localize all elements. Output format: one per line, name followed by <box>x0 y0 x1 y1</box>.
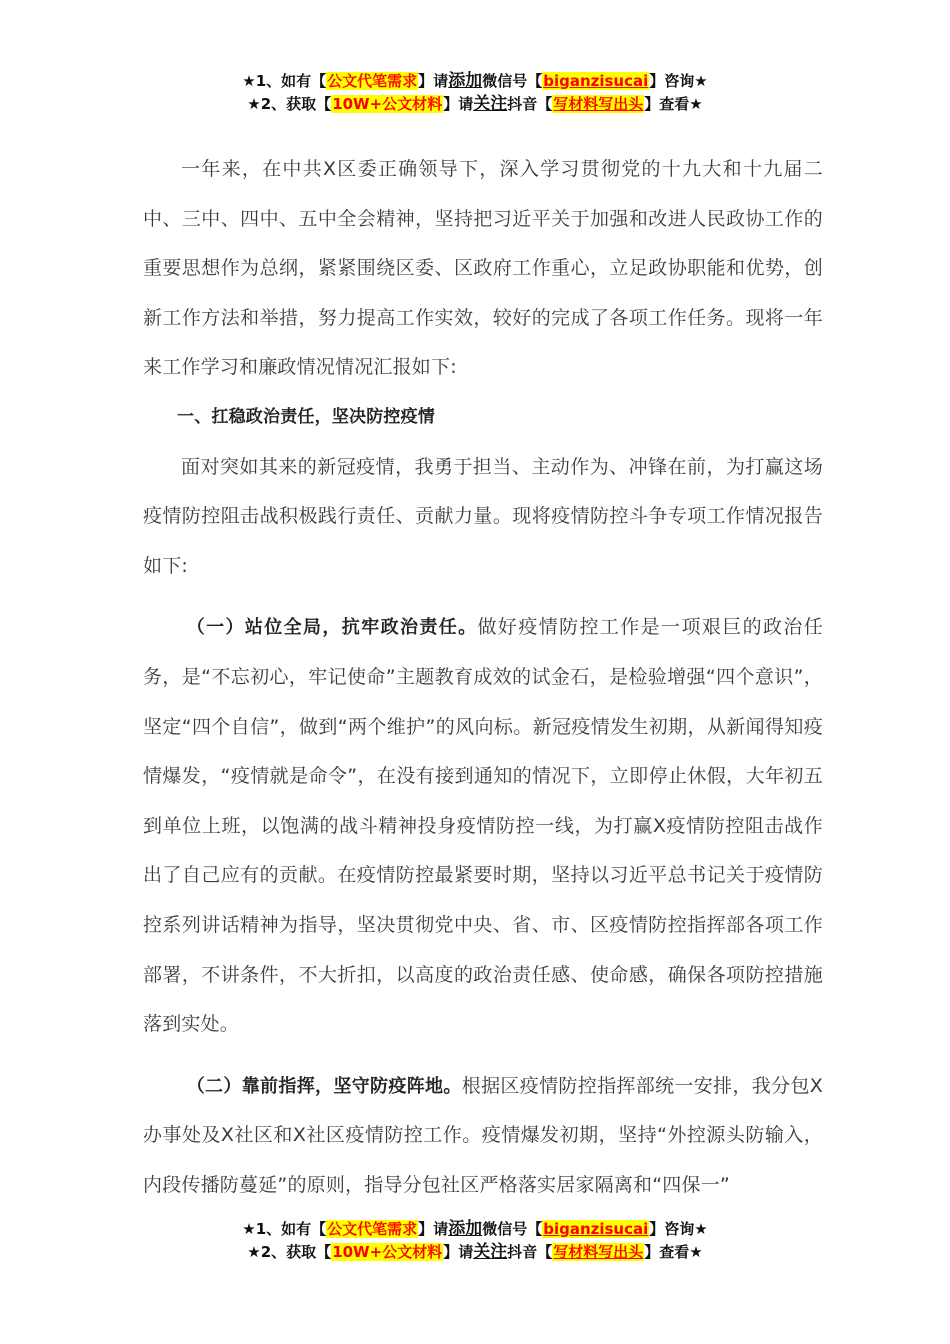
promo-highlight: 公文代笔需求 <box>327 72 418 90</box>
promo-text: 抖音【 <box>507 1243 553 1261</box>
promo-text: ★2、获取【 <box>247 1243 332 1261</box>
promo-text: 微信号【 <box>482 72 543 90</box>
paragraph-subsection-1 <box>143 603 823 1049</box>
promo-douyin-id: 写材料写出头 <box>553 95 644 113</box>
promo-highlight: 10W+公文材料 <box>332 95 443 113</box>
promo-banner-top <box>0 70 950 116</box>
subsection-text: 根据区疫情防控指挥部统一安排，我分包X办事处及X社区和X社区疫情防控工作。疫情爆发初期，坚持“外控源头防输入，内段传播防蔓延”的原则，指导分包社区严格落实居家隔离和“四保一” <box>143 1074 823 1196</box>
promo-emphasis: 关注 <box>473 94 508 114</box>
promo-text: 】请 <box>418 1220 449 1238</box>
promo-text: ★1、如有【 <box>242 1220 327 1238</box>
subsection-text: 做好疫情防控工作是一项艰巨的政治任务，是“不忘初心，牢记使命”主题教育成效的试金石，是检验增强“四个意识”，坚定“四个自信”，做到“两个维护”的风向标。新冠疫情发生初期，从新闻得知疫情爆发，“疫情就是命令”，在没有接到通知的情况下，立即停止休假，大年初五到单位上班，以饱满的战斗精神投身疫情防控一线，为打赢X疫情防控阻击战作出了自己应有的贡献。在疫情防控最紧要时期，坚持以习近平总书记关于疫情防控系列讲话精神为指导，坚决贯彻党中央、省、市、区疫情防控指挥部各项工作部署，不讲条件，不大折扣，以高度的政治责任感、使命感，确保各项防控措施落到实处。 <box>143 616 823 1036</box>
promo-text: 】咨询★ <box>649 72 708 90</box>
promo-text: ★2、获取【 <box>247 95 332 113</box>
promo-text: 】请 <box>443 95 474 113</box>
subsection-lead: （二）靠前指挥，坚守防疫阵地。 <box>186 1075 462 1097</box>
promo-emphasis: 添加 <box>448 71 483 91</box>
promo-line-1 <box>0 1218 950 1241</box>
section-heading: 一、扛稳政治责任，坚决防控疫情 <box>177 406 435 427</box>
document-body <box>143 145 823 1210</box>
promo-text: 抖音【 <box>507 95 553 113</box>
promo-text: ★1、如有【 <box>242 72 327 90</box>
promo-emphasis: 添加 <box>448 1219 483 1239</box>
promo-text: 】查看★ <box>644 1243 703 1261</box>
promo-text: 】请 <box>443 1243 474 1261</box>
promo-text: 】请 <box>418 72 449 90</box>
promo-wechat-id: biganzisucai <box>543 72 649 90</box>
promo-emphasis: 关注 <box>473 1242 508 1262</box>
promo-highlight: 公文代笔需求 <box>327 1220 418 1238</box>
promo-text: 】咨询★ <box>649 1220 708 1238</box>
promo-line-1 <box>0 70 950 93</box>
paragraph-subsection-2 <box>143 1062 823 1211</box>
promo-banner-bottom <box>0 1218 950 1264</box>
paragraph-section-intro: 面对突如其来的新冠疫情，我勇于担当、主动作为、冲锋在前，为打赢这场疫情防控阻击战积极践行责任、贡献力量。现将疫情防控斗争专项工作情况报告如下: <box>143 455 823 577</box>
promo-douyin-id: 写材料写出头 <box>553 1243 644 1261</box>
promo-line-2 <box>0 93 950 116</box>
paragraph-intro: 一年来，在中共X区委正确领导下，深入学习贯彻党的十九大和十九届二中、三中、四中、五中全会精神，坚持把习近平关于加强和改进人民政协工作的重要思想作为总纲，紧紧围绕区委、区政府工作重心，立足政协职能和优势，创新工作方法和举措，努力提高工作实效，较好的完成了各项工作任务。现将一年来工作学习和廉政情况情况汇报如下: <box>143 158 823 379</box>
subsection-lead: （一）站位全局，抗牢政治责任。 <box>186 617 478 639</box>
promo-wechat-id: biganzisucai <box>543 1220 649 1238</box>
promo-text: 微信号【 <box>482 1220 543 1238</box>
promo-highlight: 10W+公文材料 <box>332 1243 443 1261</box>
promo-text: 】查看★ <box>644 95 703 113</box>
promo-line-2 <box>0 1241 950 1264</box>
